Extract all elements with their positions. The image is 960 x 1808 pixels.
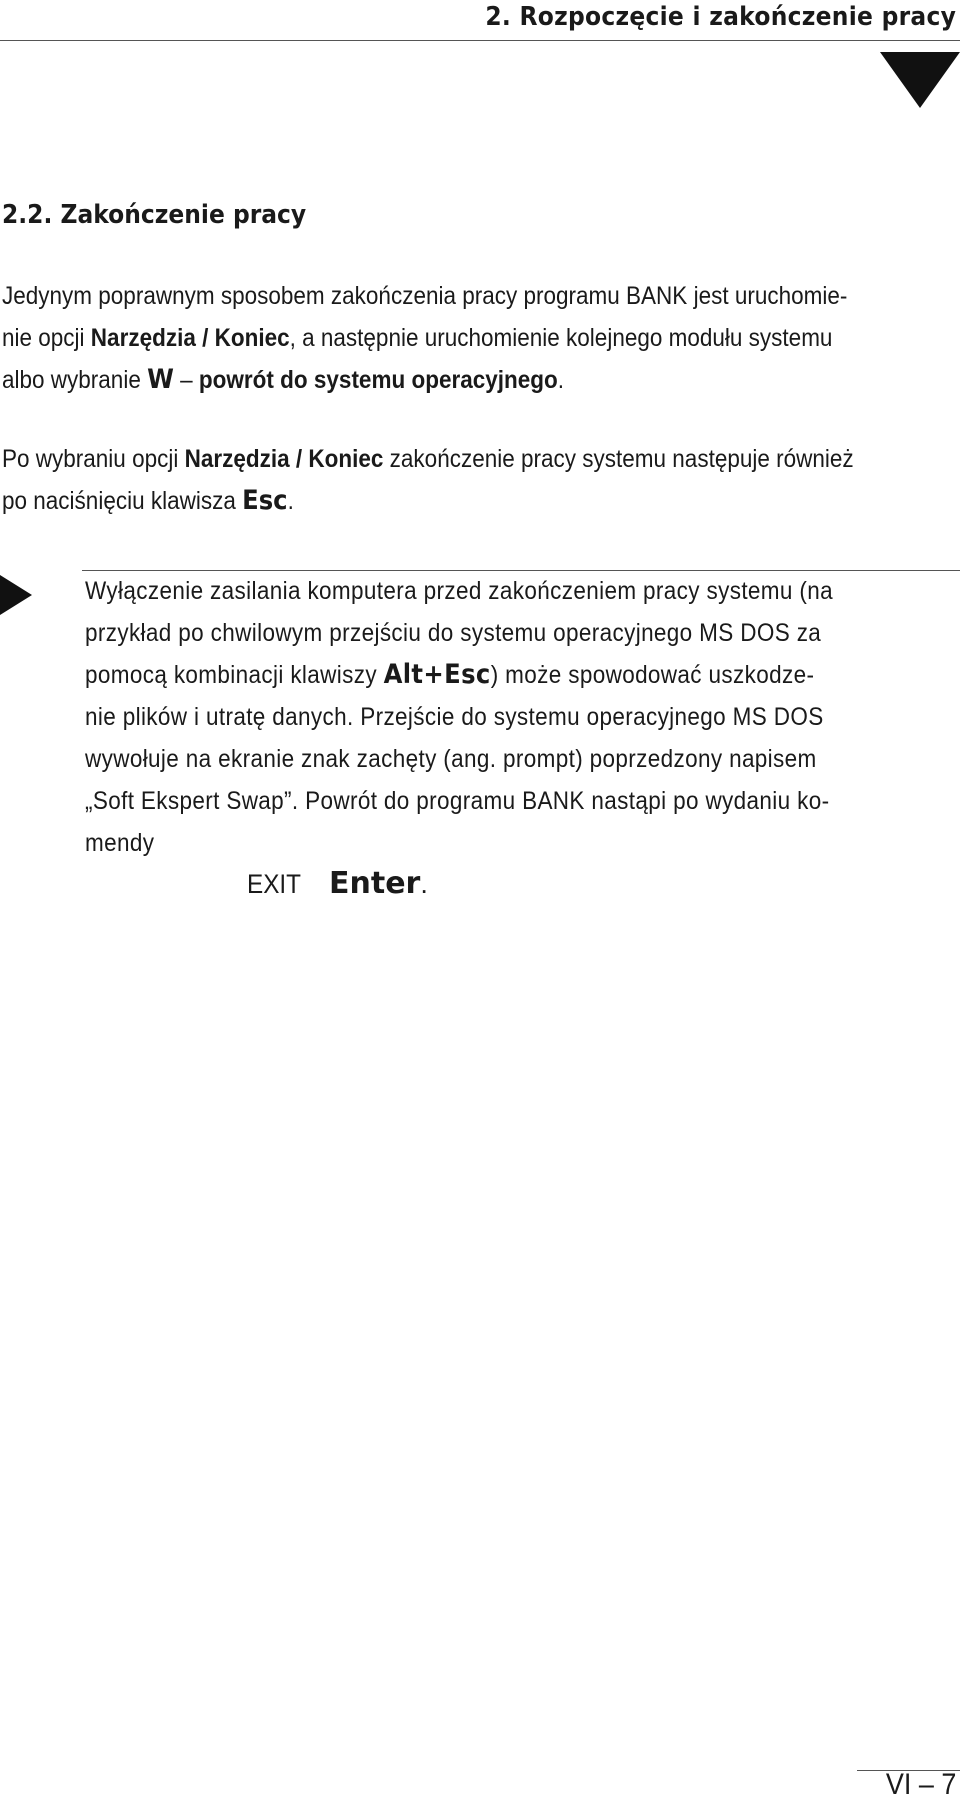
note-line1: Wyłączenie zasilania komputera przed zakończeniem pracy systemu (na	[85, 577, 833, 605]
note-line6: „Soft Ekspert Swap”. Powrót do programu BANK nastąpi po wydaniu ko-	[85, 787, 830, 815]
para1-line3: albo wybranie W – powrót do systemu operacyjnego.	[2, 364, 565, 395]
key-alt-esc: Alt+Esc	[383, 659, 491, 690]
note-line3: pomocą kombinacji klawiszy Alt+Esc) może spowodować uszkodze-	[85, 659, 815, 690]
note-arrow-icon	[0, 575, 32, 615]
section-marker-arrow	[880, 52, 960, 108]
note-block	[85, 570, 958, 864]
section-title: 2.2. Zakończenie pracy	[2, 200, 307, 230]
menu-option: powrót do systemu operacyjnego	[198, 366, 558, 394]
menu-path: Narzędzia / Koniec	[90, 324, 290, 352]
command-text: EXIT	[247, 869, 302, 899]
key-esc: Esc	[242, 485, 288, 516]
paragraph-2	[2, 438, 947, 522]
para2-line2: po naciśnięciu klawisza Esc.	[2, 485, 294, 516]
header-rule	[0, 40, 960, 41]
note-line5: wywołuje na ekranie znak zachęty (ang. prompt) poprzedzony napisem	[85, 745, 817, 773]
menu-path: Narzędzia / Koniec	[184, 445, 384, 473]
note-line2: przykład po chwilowym przejściu do systemu operacyjnego MS DOS za	[85, 619, 822, 647]
command-line: EXIT Enter.	[247, 866, 428, 901]
key-w: W	[147, 364, 174, 395]
page-number: VI – 7	[885, 1768, 956, 1801]
para1-line2: nie opcji Narzędzia / Koniec, a następnie uruchomienie kolejnego modułu systemu	[2, 324, 833, 352]
note-line7: mendy	[85, 829, 155, 857]
para2-line1: Po wybraniu opcji Narzędzia / Koniec zakończenie pracy systemu następuje również	[2, 445, 854, 473]
header-title: 2. Rozpoczęcie i zakończenie pracy	[485, 2, 956, 32]
para1-line1: Jedynym poprawnym sposobem zakończenia pracy programu BANK jest uruchomie-	[2, 282, 848, 310]
paragraph-1	[2, 275, 947, 401]
note-line4: nie plików i utratę danych. Przejście do systemu operacyjnego MS DOS	[85, 703, 824, 731]
key-enter: Enter	[329, 866, 421, 901]
